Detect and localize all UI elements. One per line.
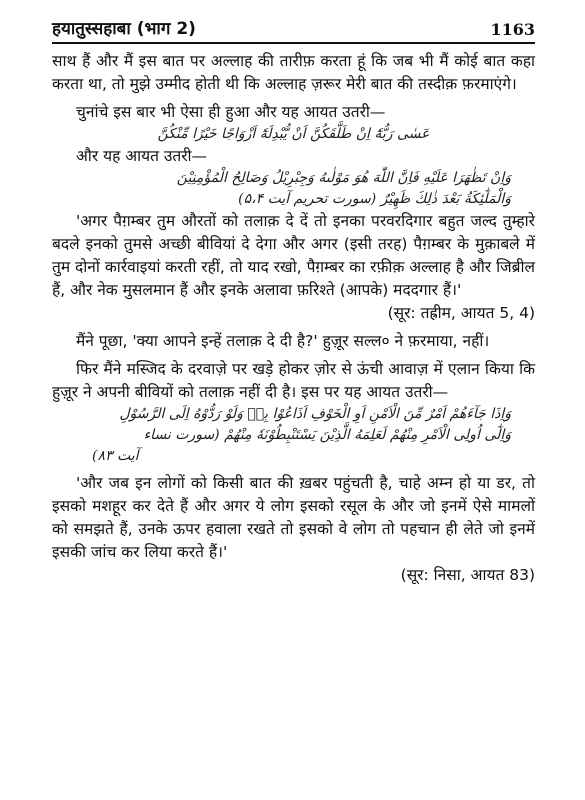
reference-2: (सूर: निसा, आयत 83) <box>400 566 535 584</box>
paragraph-1: साथ हैं और मैं इस बात पर अल्लाह की तारीफ़ करता हूं कि जब भी मैं कोई बात कहा करता था, तो मुझे उम्मीद होती थी कि अल्लाह ज़रूर मेरी बात की तस्दीक़ फ़रमाएंगे। <box>52 52 535 93</box>
arabic-verse-3a: وَاِذَا جَآءَهُمْ اَمْرٌ مِّنَ الْاَمْنِ اَوِ الْخَوْفِ اَذَاعُوْا بِهٖ وَلَوْ رَدُّوْهُ اِلَى الرَّسُوْلِ <box>119 406 511 422</box>
arabic-verse-2a: وَاِنْ تَظٰهَرَا عَلَيْهِ فَاِنَّ اللّٰهَ هُوَ مَوْلٰىهُ وَجِبْرِيْلُ وَصَالِحُ الْمُؤْمِنِيْنَ <box>176 170 511 186</box>
arabic-verse-1: عَسٰى رَبُّهٗٓ اِنْ طَلَّقَكُنَّ اَنْ يُّبْدِلَهٗٓ اَزْوَاجًا خَيْرًا مِّنْكُنَّ <box>157 126 430 142</box>
arabic-verse-3b: وَاِلٰٓى اُولِى الْاَمْرِ مِنْهُمْ لَعَلِمَهُ الَّذِيْنَ يَسْتَنْبِطُوْنَهٗ مِنْهُمْ (سورت نساء <box>143 427 511 443</box>
page-body <box>52 50 535 587</box>
arabic-verse-3c: آیت ۸۳) <box>92 448 139 464</box>
paragraph-5: मैंने पूछा, 'क्या आपने इन्हें तलाक़ दे दी है?' हुज़ूर सल्ल० ने फ़रमाया, नहीं। <box>76 332 490 350</box>
arabic-verse-2b: وَالْمَلٰٓئِكَةُ بَعْدَ ذٰلِكَ ظَهِيْرٌ (سورت تحریم آیت ۵،۴) <box>238 191 511 207</box>
running-title: हयातुस्सहाबा (भाग 2) <box>52 19 196 39</box>
page-header <box>52 14 535 44</box>
paragraph-2: चुनांचे इस बार भी ऐसा ही हुआ और यह आयत उतरी— <box>76 103 386 121</box>
paragraph-6: फिर मैंने मस्जिद के दरवाज़े पर खड़े होकर ज़ोर से ऊंची आवाज़ में एलान किया कि हुज़ूर ने अपनी बीवियों को तलाक़ नहीं दी है। इस पर यह आयत उतरी— <box>52 360 535 401</box>
paragraph-7: 'और जब इन लोगों को किसी बात की ख़बर पहुंचती है, चाहे अम्न हो या डर, तो इसको मशहूर कर देते हैं और अगर ये लोग इसको रसूल के और जो इनमें ऐसे मामलों को समझते हैं, उनके ऊपर हवाला रखते तो इसको वे लोग तो पहचान ही लेते जो इनमें इसकी जांच कर लिया करते हैं।' <box>52 474 535 561</box>
page-number: 1163 <box>490 20 535 39</box>
paragraph-4: 'अगर पैग़म्बर तुम औरतों को तलाक़ दे दें तो इनका परवरदिगार बहुत जल्द तुम्हारे बदले इनको तुमसे अच्छी बीवियां दे देगा और अगर (इसी तरह) पैग़म्बर के मुक़ाबले में तुम दोनों कार्रवाइयां करती रहीं, तो याद रखो, पैग़म्बर का रफ़ीक़ अल्लाह है और जिब्रील हैं, और नेक मुसलमान हैं और इनके अलावा फ़रिश्ते (आपके) मददगार हैं।' <box>52 212 535 299</box>
paragraph-3: और यह आयत उतरी— <box>76 147 208 165</box>
reference-1: (सूर: तह्रीम, आयत 5, 4) <box>387 304 535 322</box>
